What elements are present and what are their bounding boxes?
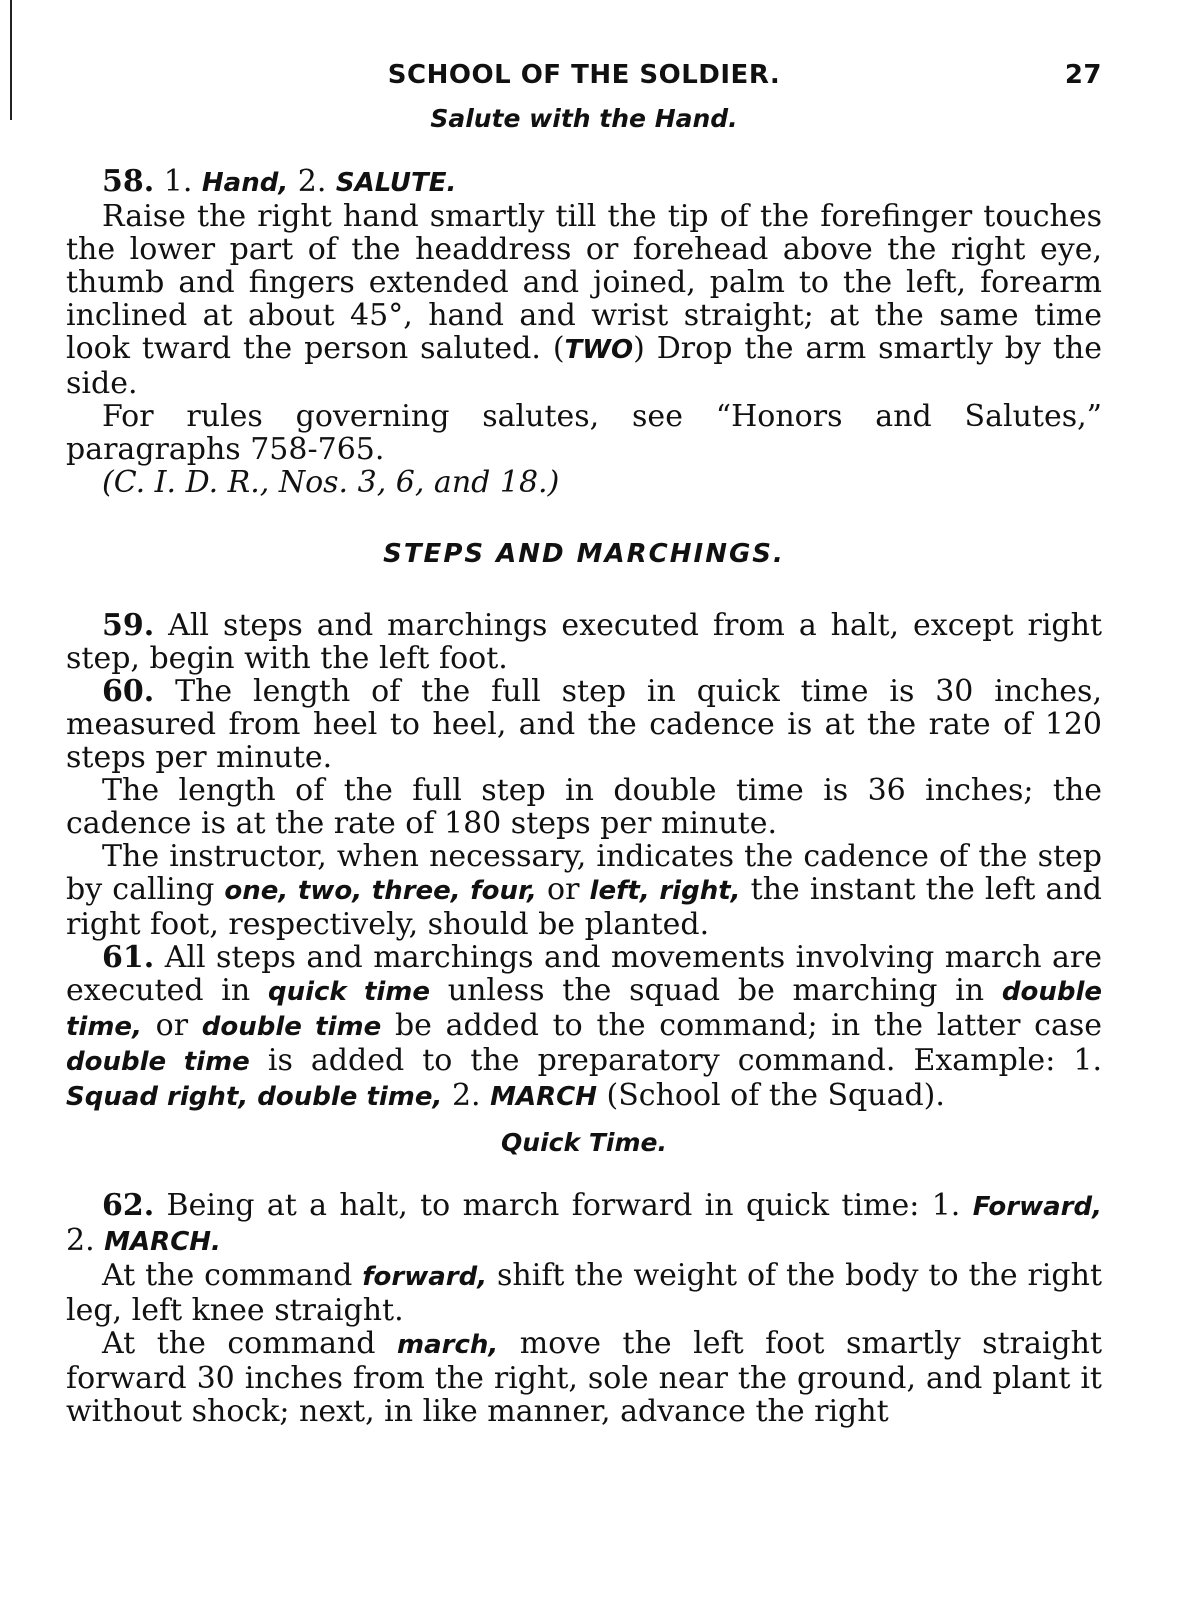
paragraph-60: 60. The length of the full step in quick time is 30 inches, measured from heel to heel, and the cadence is at the rate of 120 steps per minute. xyxy=(66,674,1102,775)
steps-heading: STEPS AND MARCHINGS. xyxy=(383,539,785,569)
march-paragraph: At the command march, move the left foot smartly straight forward 30 inches from the right, sole near the ground, and plant it without shock; next, in like manner, advance the right xyxy=(66,1326,1103,1429)
paragraph-62: 62. Being at a halt, to march forward in quick time: 1. Forward, 2. MARCH. xyxy=(66,1188,1102,1258)
command-text: quick time xyxy=(267,977,431,1007)
command-text: double time xyxy=(66,1047,250,1077)
paragraph-number: 62. xyxy=(102,1188,155,1223)
quick-time-heading: Quick Time. xyxy=(501,1128,667,1157)
command-text: march, xyxy=(397,1330,499,1360)
salute-rules-paragraph: For rules governing salutes, see “Honors and Salutes,” paragraphs 758-765. xyxy=(66,399,1102,467)
command-text: MARCH. xyxy=(104,1227,221,1257)
running-title: SCHOOL OF THE SOLDIER. xyxy=(387,60,781,90)
paragraph-number: 60. xyxy=(102,674,155,709)
paragraph-61: 61. All steps and marchings and movements involving march are executed in quick time unless the squad be marching in double time, or double time be added to the command; in the latter case double time is added to the preparatory command. Example: 1. Squad right, double time, 2. MARCH (School of the Squad). xyxy=(66,940,1103,1113)
command-text: Squad right, double time, xyxy=(66,1082,443,1112)
command-text: Forward, xyxy=(972,1192,1102,1222)
paragraph-59: 59. All steps and marchings executed from a halt, except right step, begin with the left foot. xyxy=(66,608,1102,676)
command-text: left, right, xyxy=(589,876,741,906)
scan-edge-line xyxy=(10,0,12,120)
instructor-paragraph: The instructor, when necessary, indicates the cadence of the step by calling one, two, three, four, or left, right, the instant the left and right foot, respectively, should be planted. xyxy=(66,839,1102,942)
command-text: one, two, three, four, xyxy=(224,876,537,906)
paragraph-number: 61. xyxy=(102,940,155,975)
command-text: Hand, xyxy=(201,168,289,198)
paragraph-58-body: Raise the right hand smartly till the tip of the forefinger touches the lower part of the headdress or forehead above the right eye, thumb and fingers extended and joined, palm to the left, forearm inclined at about 45°, hand and wrist straight; at the same time look tward the person saluted. (TWO) Drop the arm smartly by the side. xyxy=(66,199,1102,401)
command-text: double time xyxy=(201,1012,382,1042)
paragraph-58: 58. 1. Hand, 2. SALUTE. xyxy=(102,164,457,199)
paragraph-number: 59. xyxy=(102,608,155,643)
cidr-reference: (C. I. D. R., Nos. 3, 6, and 18.) xyxy=(102,465,560,500)
command-text: TWO xyxy=(564,335,634,365)
forward-paragraph: At the command forward, shift the weight of the body to the right leg, left knee straight. xyxy=(66,1258,1102,1328)
document-page xyxy=(66,52,1102,1428)
salute-heading: Salute with the Hand. xyxy=(430,104,738,133)
page-number: 27 xyxy=(1064,60,1102,90)
command-text: SALUTE. xyxy=(335,168,457,198)
paragraph-number: 58. xyxy=(102,164,155,199)
running-header xyxy=(66,52,1102,104)
command-text: MARCH xyxy=(490,1082,597,1112)
double-time-paragraph: The length of the full step in double time is 36 inches; the cadence is at the rate of 180 steps per minute. xyxy=(66,773,1102,841)
command-text: double time, xyxy=(66,977,1103,1042)
command-text: forward, xyxy=(362,1262,488,1292)
